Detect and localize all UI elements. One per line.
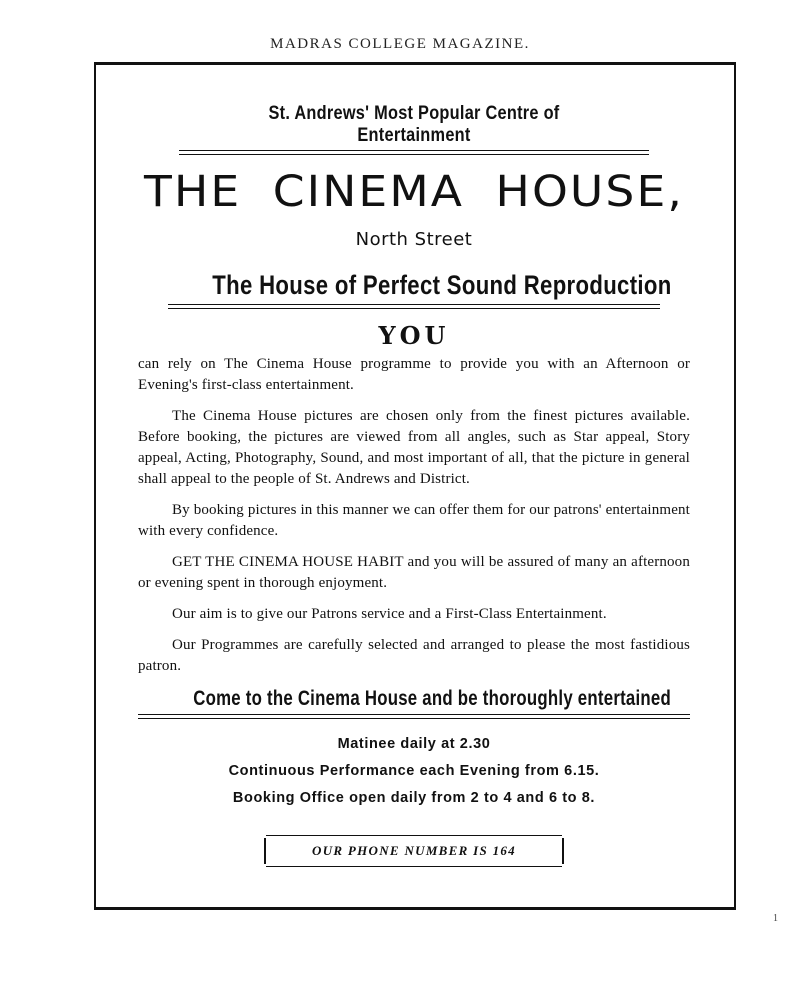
paragraph-4: GET THE CINEMA HOUSE HABIT and you will be assured of many an afternoon or evening spent in thorough enjoyment.: [138, 554, 690, 591]
headline: The House of Perfect Sound Reproduction: [212, 270, 672, 300]
headline-block: [168, 270, 672, 309]
advert-content: [138, 103, 690, 864]
paragraph-3: By booking pictures in this manner we can offer them for our patrons' entertainment with every confidence.: [138, 502, 690, 539]
tagline-block: [179, 103, 649, 155]
schedule: [138, 731, 690, 812]
phone-box: [264, 838, 564, 864]
tagline: St. Andrews' Most Popular Centre of Entertainment: [268, 103, 560, 146]
evening-time: Continuous Performance each Evening from 6.15.: [228, 763, 600, 779]
edge-mark: 1: [773, 913, 778, 924]
paragraph-1: can rely on The Cinema House programme to provide you with an Afternoon or Evening's first-class entertainment.: [138, 356, 690, 393]
cinema-title: THE CINEMA HOUSE,: [143, 167, 685, 217]
paragraph-5: Our aim is to give our Patrons service and a First-Class Entertainment.: [172, 606, 607, 622]
advert-frame: [94, 62, 736, 910]
street-subtitle: North Street: [355, 229, 473, 250]
advert-body: [138, 354, 690, 677]
you-heading: YOU: [378, 321, 450, 350]
running-head: MADRAS COLLEGE MAGAZINE.: [270, 36, 530, 52]
paragraph-6: Our Programmes are carefully selected and arranged to please the most fastidious patron.: [138, 637, 690, 674]
closing-block: [138, 687, 690, 719]
closing-line: Come to the Cinema House and be thoroughly entertained: [193, 687, 672, 710]
matinee-time: Matinee daily at 2.30: [337, 736, 491, 752]
phone-number: OUR PHONE NUMBER IS 164: [312, 843, 516, 858]
booking-hours: Booking Office open daily from 2 to 4 and 6 to 8.: [232, 790, 596, 806]
paragraph-2: The Cinema House pictures are chosen only from the finest pictures available. Before booking, the pictures are viewed from all angles, such as Star appeal, Story appeal, Acting, Photography, Sound, and most important of all, that the picture in general shall appeal to the people of St. Andrews and District.: [138, 408, 690, 487]
